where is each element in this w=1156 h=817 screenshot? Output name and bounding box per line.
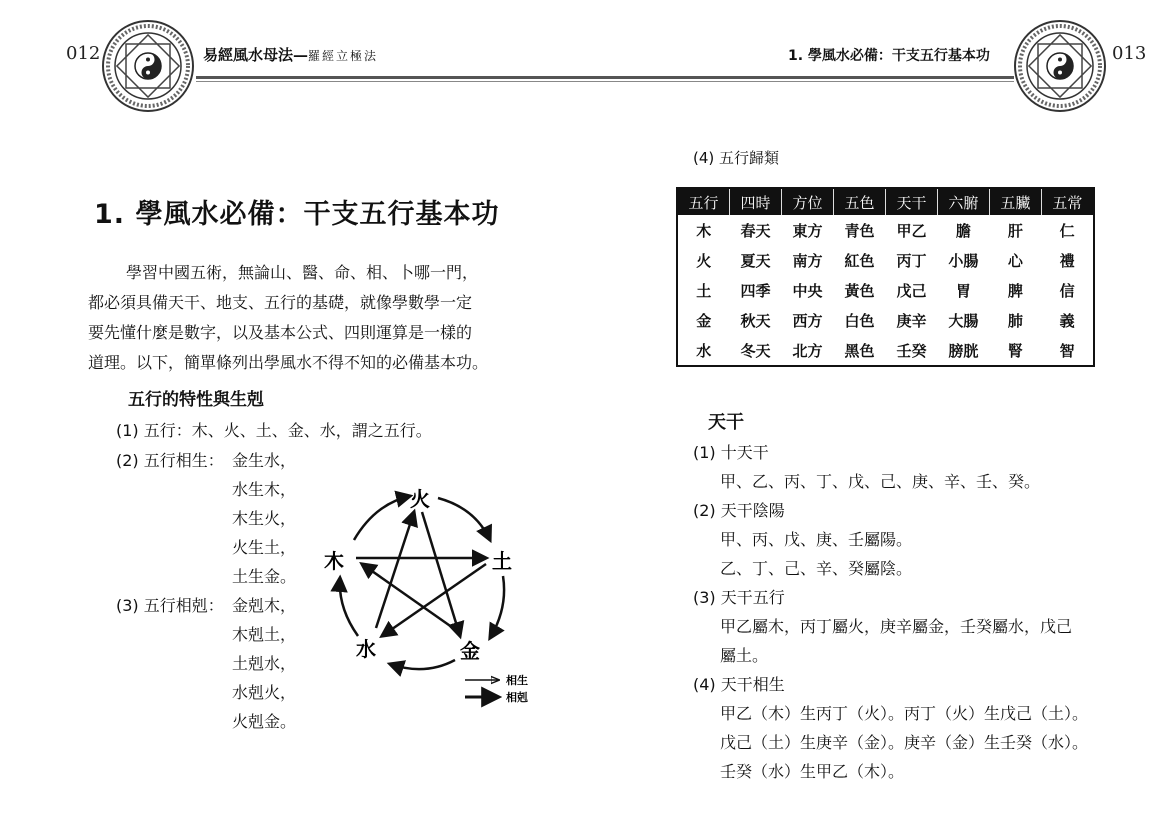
table-cell: 中央 — [792, 281, 823, 300]
table-row — [677, 305, 1094, 335]
table-cell: 小腸 — [948, 251, 979, 270]
label-earth: 土 — [492, 549, 512, 573]
book-title-main: 易經風水母法 — [203, 46, 294, 64]
table-cell: 肝 — [1007, 221, 1023, 240]
stems-item-4-line-3: 壬癸（水）生甲乙（木）。 — [720, 762, 905, 781]
stems-item-4-line-1: 甲乙（木）生丙丁（火）。丙丁（火）生戊己（土）。 — [720, 704, 1089, 723]
table-header: 五常 — [1041, 188, 1094, 215]
table-cell: 義 — [1059, 311, 1075, 330]
arc-wood-fire — [354, 496, 410, 540]
five-elements-heading: 五行的特性與生剋 — [128, 390, 264, 410]
table-header: 五行 — [677, 188, 730, 215]
stems-item-3-label: (3) 天干五行 — [693, 588, 785, 607]
table-cell: 甲乙 — [896, 221, 927, 240]
bagua-emblem-right-icon — [1012, 18, 1108, 114]
stems-item-4-label: (4) 天干相生 — [693, 675, 785, 694]
overcome-value-5: 火剋金。 — [232, 712, 297, 731]
table-cell: 金 — [696, 311, 712, 330]
label-fire: 火 — [410, 487, 430, 511]
table-cell: 土 — [696, 281, 712, 300]
overcome-value-3: 土剋水， — [232, 654, 297, 673]
table-cell: 黃色 — [844, 281, 875, 300]
arc-earth-metal — [490, 576, 504, 638]
generate-value-2: 水生木， — [232, 480, 297, 499]
table-cell: 火 — [696, 251, 712, 270]
line-fire-metal — [422, 512, 460, 636]
legend-overcome-label: 相剋 — [506, 691, 528, 704]
arc-water-wood — [340, 578, 358, 636]
table-cell: 春天 — [740, 221, 771, 240]
table-cell: 庚辛 — [896, 311, 927, 330]
stems-item-4-line-2: 戊己（土）生庚辛（金）。庚辛（金）生壬癸（水）。 — [720, 733, 1089, 752]
book-title-dash: — — [293, 46, 309, 64]
generate-value-3: 木生火， — [232, 509, 297, 528]
page-number-right: 013 — [1112, 43, 1147, 64]
table-cell: 信 — [1059, 281, 1075, 300]
table-cell: 脾 — [1007, 281, 1023, 300]
intro-line-2: 都必須具備天干、地支、五行的基礎，就像學數學一定 — [88, 293, 473, 312]
item-overcome-label: (3) 五行相剋： — [116, 596, 224, 615]
running-head: 1. 學風水必備：干支五行基本功 — [788, 48, 990, 64]
five-elements-table — [676, 187, 1095, 367]
intro-line-3: 要先懂什麼是數字，以及基本公式、四則運算是一樣的 — [88, 323, 473, 342]
table-header: 方位 — [782, 188, 834, 215]
legend-generate-label: 相生 — [506, 674, 528, 687]
table-cell: 智 — [1059, 341, 1075, 360]
table-cell: 青色 — [844, 221, 875, 240]
table-cell: 夏天 — [740, 251, 771, 270]
table-cell: 西方 — [792, 311, 823, 330]
line-water-fire — [376, 512, 414, 628]
overcome-value-1: 金剋木， — [232, 596, 297, 615]
table-cell: 紅色 — [844, 251, 875, 270]
table-cell: 水 — [696, 341, 712, 360]
page-number-left: 012 — [66, 43, 101, 64]
stems-item-3-line-1: 甲乙屬木，丙丁屬火，庚辛屬金，壬癸屬水，戊己 — [720, 617, 1073, 636]
table-row — [677, 245, 1094, 275]
table-cell: 黑色 — [844, 341, 875, 360]
label-water: 水 — [356, 637, 376, 661]
stems-item-2-line-2: 乙、丁、己、辛、癸屬陰。 — [720, 559, 913, 578]
item-generate-label: (2) 五行相生： — [116, 451, 224, 470]
table-cell: 心 — [1007, 251, 1023, 270]
book-title — [203, 44, 378, 65]
table-cell: 木 — [696, 221, 712, 240]
arc-metal-water — [390, 660, 455, 669]
table-cell: 東方 — [792, 221, 823, 240]
table-cell: 秋天 — [740, 311, 771, 330]
header-rule — [196, 76, 1014, 79]
heavenly-stems-heading: 天干 — [708, 412, 744, 433]
stems-item-2-label: (2) 天干陰陽 — [693, 501, 785, 520]
label-wood: 木 — [324, 549, 344, 573]
book-subtitle: 羅經立極法 — [308, 49, 379, 63]
stems-item-3-line-2: 屬土。 — [720, 646, 769, 665]
generate-value-4: 火生土， — [232, 538, 297, 557]
table-cell: 南方 — [792, 251, 823, 270]
table-row — [677, 215, 1094, 245]
overcome-value-4: 水剋火， — [232, 683, 297, 702]
table-cell: 肺 — [1007, 311, 1023, 330]
table-cell: 冬天 — [740, 341, 771, 360]
table-cell: 北方 — [792, 341, 823, 360]
chapter-title: 1. 學風水必備：干支五行基本功 — [94, 199, 500, 230]
table-cell: 腎 — [1007, 341, 1023, 360]
table-cell: 丙丁 — [896, 251, 927, 270]
table-header: 五臟 — [989, 188, 1041, 215]
bagua-emblem-left-icon — [100, 18, 196, 114]
table-header: 天干 — [885, 188, 937, 215]
table-cell: 白色 — [844, 311, 875, 330]
table-row — [677, 275, 1094, 305]
intro-line-1: 學習中國五術，無論山、醫、命、相、卜哪一門， — [126, 263, 479, 282]
table-cell: 仁 — [1059, 221, 1075, 240]
table-cell: 禮 — [1059, 251, 1075, 270]
table-cell: 壬癸 — [896, 341, 927, 360]
generate-value-5: 土生金。 — [232, 567, 297, 586]
table-cell: 膀胱 — [948, 341, 979, 360]
item-five-elements: (1) 五行：木、火、土、金、水，謂之五行。 — [116, 421, 432, 440]
table-header: 六腑 — [937, 188, 989, 215]
table-cell: 大腸 — [948, 311, 979, 330]
header-rule-fine — [196, 81, 1014, 82]
table-row — [677, 335, 1094, 366]
label-metal: 金 — [460, 639, 480, 663]
table-header: 四時 — [730, 188, 782, 215]
table-caption: (4) 五行歸類 — [693, 149, 780, 167]
table-cell: 胃 — [955, 281, 971, 300]
overcome-value-2: 木剋土， — [232, 625, 297, 644]
stems-item-2-line-1: 甲、丙、戊、庚、壬屬陽。 — [720, 530, 913, 549]
intro-line-4: 道理。以下，簡單條列出學風水不得不知的必備基本功。 — [88, 353, 489, 372]
stems-item-1-text: 甲、乙、丙、丁、戊、己、庚、辛、壬、癸。 — [720, 472, 1041, 491]
table-header: 五色 — [834, 188, 886, 215]
arc-fire-earth — [438, 498, 490, 540]
table-header-row — [677, 188, 1094, 215]
table-cell: 四季 — [740, 281, 771, 300]
five-elements-diagram — [310, 478, 540, 708]
table-cell: 膽 — [955, 221, 971, 240]
generate-value-1: 金生水， — [232, 451, 297, 470]
stems-item-1-label: (1) 十天干 — [693, 443, 769, 462]
intro-paragraph — [88, 258, 538, 378]
table-cell: 戊己 — [896, 281, 927, 300]
line-earth-water — [382, 564, 486, 636]
